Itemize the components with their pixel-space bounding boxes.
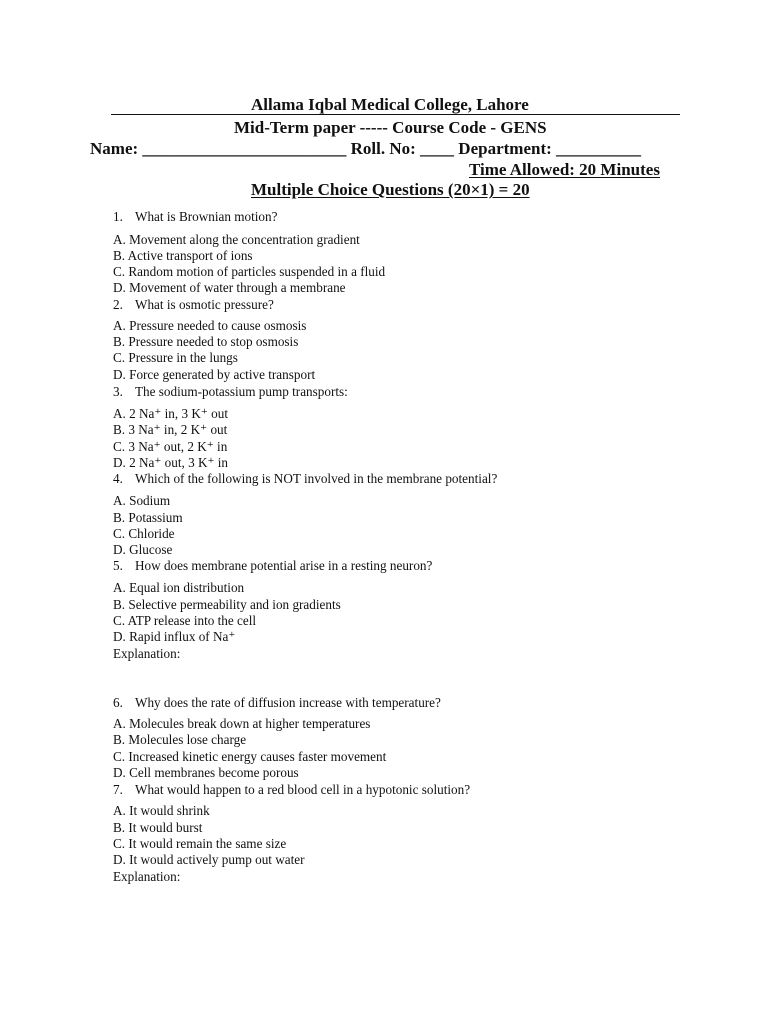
option-7d: D. It would actively pump out water bbox=[113, 852, 305, 867]
option-6a: A. Molecules break down at higher temperatures bbox=[113, 716, 371, 731]
option-1a: A. Movement along the concentration gradient bbox=[113, 232, 360, 247]
option-3c: C. 3 Na⁺ out, 2 K⁺ in bbox=[113, 439, 228, 454]
question-3: 3. The sodium-potassium pump transports: bbox=[113, 384, 348, 399]
option-2a: A. Pressure needed to cause osmosis bbox=[113, 318, 307, 333]
option-7c: C. It would remain the same size bbox=[113, 836, 287, 851]
option-5d: D. Rapid influx of Na⁺ bbox=[113, 629, 236, 644]
option-2b: B. Pressure needed to stop osmosis bbox=[113, 334, 299, 349]
question-6: 6. Why does the rate of diffusion increase with temperature? bbox=[113, 695, 441, 710]
option-3a: A. 2 Na⁺ in, 3 K⁺ out bbox=[113, 406, 229, 421]
option-4a: A. Sodium bbox=[113, 493, 171, 508]
question-2: 2. What is osmotic pressure? bbox=[113, 297, 274, 312]
option-1b: B. Active transport of ions bbox=[113, 248, 253, 263]
option-6b: B. Molecules lose charge bbox=[113, 732, 247, 747]
name-roll-department-line: Name: ________________________ Roll. No: ____ Department: __________ bbox=[90, 139, 642, 158]
option-5c: C. ATP release into the cell bbox=[113, 613, 257, 628]
option-6d: D. Cell membranes become porous bbox=[113, 765, 299, 780]
option-1d: D. Movement of water through a membrane bbox=[113, 280, 346, 295]
question-5: 5. How does membrane potential arise in a resting neuron? bbox=[113, 558, 433, 573]
option-5b: B. Selective permeability and ion gradients bbox=[113, 597, 341, 612]
option-2c: C. Pressure in the lungs bbox=[113, 350, 238, 365]
option-3b: B. 3 Na⁺ in, 2 K⁺ out bbox=[113, 422, 228, 437]
option-2d: D. Force generated by active transport bbox=[113, 367, 316, 382]
question-7: 7. What would happen to a red blood cell in a hypotonic solution? bbox=[113, 782, 471, 797]
college-title: Allama Iqbal Medical College, Lahore bbox=[251, 95, 529, 114]
option-1c: C. Random motion of particles suspended in a fluid bbox=[113, 264, 386, 279]
option-5a: A. Equal ion distribution bbox=[113, 580, 245, 595]
option-7b: B. It would burst bbox=[113, 820, 203, 835]
option-4d: D. Glucose bbox=[113, 542, 173, 557]
option-3d: D. 2 Na⁺ out, 3 K⁺ in bbox=[113, 455, 229, 470]
time-allowed: Time Allowed: 20 Minutes bbox=[469, 160, 660, 179]
header-rule bbox=[111, 114, 680, 115]
option-6c: C. Increased kinetic energy causes faster movement bbox=[113, 749, 387, 764]
option-4c: C. Chloride bbox=[113, 526, 175, 541]
option-4b: B. Potassium bbox=[113, 510, 183, 525]
question-4: 4. Which of the following is NOT involved in the membrane potential? bbox=[113, 471, 498, 486]
question-1: 1. What is Brownian motion? bbox=[113, 209, 278, 224]
explanation-5: Explanation: bbox=[113, 646, 181, 661]
section-title: Multiple Choice Questions (20×1) = 20 bbox=[251, 180, 530, 199]
explanation-7: Explanation: bbox=[113, 869, 181, 884]
paper-title: Mid-Term paper ----- Course Code - GENS bbox=[234, 118, 547, 137]
option-7a: A. It would shrink bbox=[113, 803, 210, 818]
